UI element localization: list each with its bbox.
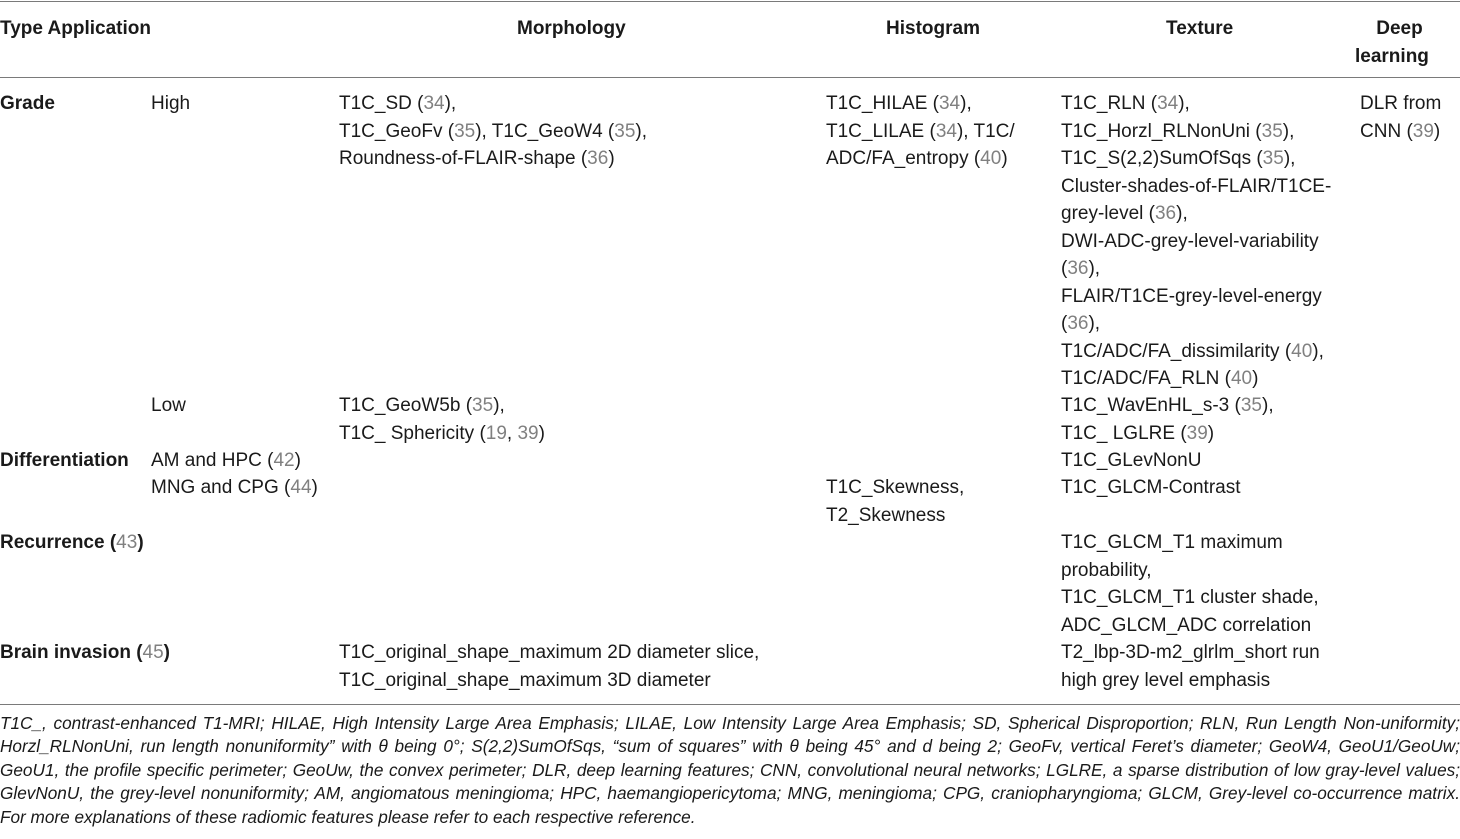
grade-low-morphology: T1C_GeoW5b (35), T1C_ Sphericity (19, 39) (339, 395, 545, 444)
subrow-label-high: High (151, 93, 191, 114)
header-deep-learning (1355, 15, 1429, 70)
grade-high-texture: T1C_RLN (34), T1C_Horzl_RLNonUni (35), T1C_S(2,2)SumOfSqs (35), Cluster-shades-of-FLAIR/T1CE- grey-level (36), DWI-ADC-grey-level-variability (36), FLAIR/T1CE-grey-level-energy (36), T1C/ADC/FA_dissimilarity (40), T1C/ADC/FA_RLN (40) (1061, 93, 1332, 389)
header-morphology: Morphology (517, 18, 626, 39)
brain-invasion-morphology: T1C_original_shape_maximum 2D diameter slice, T1C_original_shape_maximum 3D diameter (339, 642, 760, 691)
reference-link[interactable]: 40 (980, 148, 1002, 169)
grade-high-deep-learning: DLR from CNN (39) (1360, 93, 1442, 142)
table-footnote: T1C_, contrast-enhanced T1-MRI; HILAE, High Intensity Large Area Emphasis; LILAE, Low Intensity Large Area Emphasis; SD, Spherical Disproportion; RLN, Run Length Non-uniformity; Horzl_RLNonUni, run length nonuniformity” with θ being 0°; S(2,2)SumOfSqs, “sum of squares” with θ being 45° and d being 2; GeoFv, vertical Feret’s diameter; GeoW4, GeoU1/GeoUw; GeoU1, the profile specific perimeter; GeoUw, the convex perimeter; DLR, deep learning features; CNN, convolutional neural networks; LGLRE, a sparse distribution of low gray-level values; GlevNonU, the grey-level nonuniformity; AM, angiomatous meningioma; HPC, haemangiopericytoma; MNG, meningioma; CPG, craniopharyngioma; GLCM, Grey-level co-occurrence matrix. For more explanations of these radiomic features please refer to each respective reference. (0, 713, 1460, 827)
reference-link[interactable]: 35 (454, 120, 476, 142)
reference-link[interactable]: 43 (116, 532, 138, 553)
reference-link[interactable]: 39 (517, 422, 539, 444)
reference-link[interactable]: 36 (587, 148, 609, 169)
reference-link[interactable]: 39 (1186, 422, 1208, 444)
subrow-label-mng-cpg: MNG and CPG (44) (151, 477, 318, 498)
reference-link[interactable]: 36 (1154, 203, 1177, 224)
row-label-brain-invasion: Brain invasion (45) (0, 642, 170, 663)
reference-link[interactable]: 42 (273, 450, 295, 471)
grade-high-morphology: T1C_SD (34), T1C_GeoFv (35), T1C_GeoW4 (35), Roundness-of-FLAIR-shape (36) (339, 93, 648, 169)
reference-link[interactable]: 34 (423, 93, 445, 114)
mng-cpg-texture: T1C_GLCM-Contrast (1061, 477, 1241, 498)
reference-link[interactable]: 34 (938, 93, 961, 114)
header-deep-learning-line1: Deep (1376, 18, 1423, 39)
table-top-rule (0, 1, 1460, 2)
reference-link[interactable]: 36 (1067, 313, 1089, 334)
reference-link[interactable]: 19 (485, 422, 507, 444)
reference-link[interactable]: 40 (1230, 368, 1253, 389)
table-bottom-rule (0, 704, 1460, 705)
reference-link[interactable]: 34 (935, 120, 957, 142)
brain-invasion-texture: T2_lbp-3D-m2_glrlm_short run high grey level emphasis (1061, 642, 1320, 691)
reference-link[interactable]: 36 (1067, 258, 1089, 279)
reference-link[interactable]: 44 (290, 477, 312, 498)
grade-high-histogram: T1C_HILAE (34), T1C_LILAE (34), T1C/ ADC/FA_entropy (40) (826, 93, 1015, 169)
reference-link[interactable]: 40 (1291, 340, 1313, 362)
subrow-label-am-hpc: AM and HPC (42) (151, 450, 301, 471)
am-hpc-texture: T1C_GLevNonU (1061, 450, 1202, 471)
reference-link[interactable]: 35 (1262, 148, 1284, 169)
header-type-application: Type Application (0, 18, 151, 39)
header-bottom-rule (0, 77, 1460, 78)
row-label-recurrence: Recurrence (43) (0, 532, 144, 553)
header-histogram: Histogram (886, 18, 980, 39)
reference-link[interactable]: 45 (142, 642, 164, 663)
row-label-differentiation: Differentiation (0, 450, 129, 471)
header-deep-learning-line2: learning (1355, 45, 1429, 67)
subrow-label-low: Low (151, 395, 186, 416)
header-texture: Texture (1166, 18, 1234, 39)
reference-link[interactable]: 35 (1261, 120, 1283, 142)
reference-link[interactable]: 34 (1157, 93, 1179, 114)
row-label-grade: Grade (0, 93, 55, 114)
recurrence-texture: T1C_GLCM_T1 maximum probability, T1C_GLCM_T1 cluster shade, ADC_GLCM_ADC correlation (1061, 532, 1319, 636)
reference-link[interactable]: 35 (614, 120, 636, 142)
reference-link[interactable]: 35 (1240, 395, 1262, 416)
reference-link[interactable]: 39 (1412, 120, 1434, 142)
reference-link[interactable]: 35 (472, 395, 494, 416)
grade-low-texture: T1C_WavEnHL_s-3 (35), T1C_ LGLRE (39) (1061, 395, 1274, 444)
mng-cpg-histogram: T1C_Skewness, T2_Skewness (826, 477, 965, 526)
